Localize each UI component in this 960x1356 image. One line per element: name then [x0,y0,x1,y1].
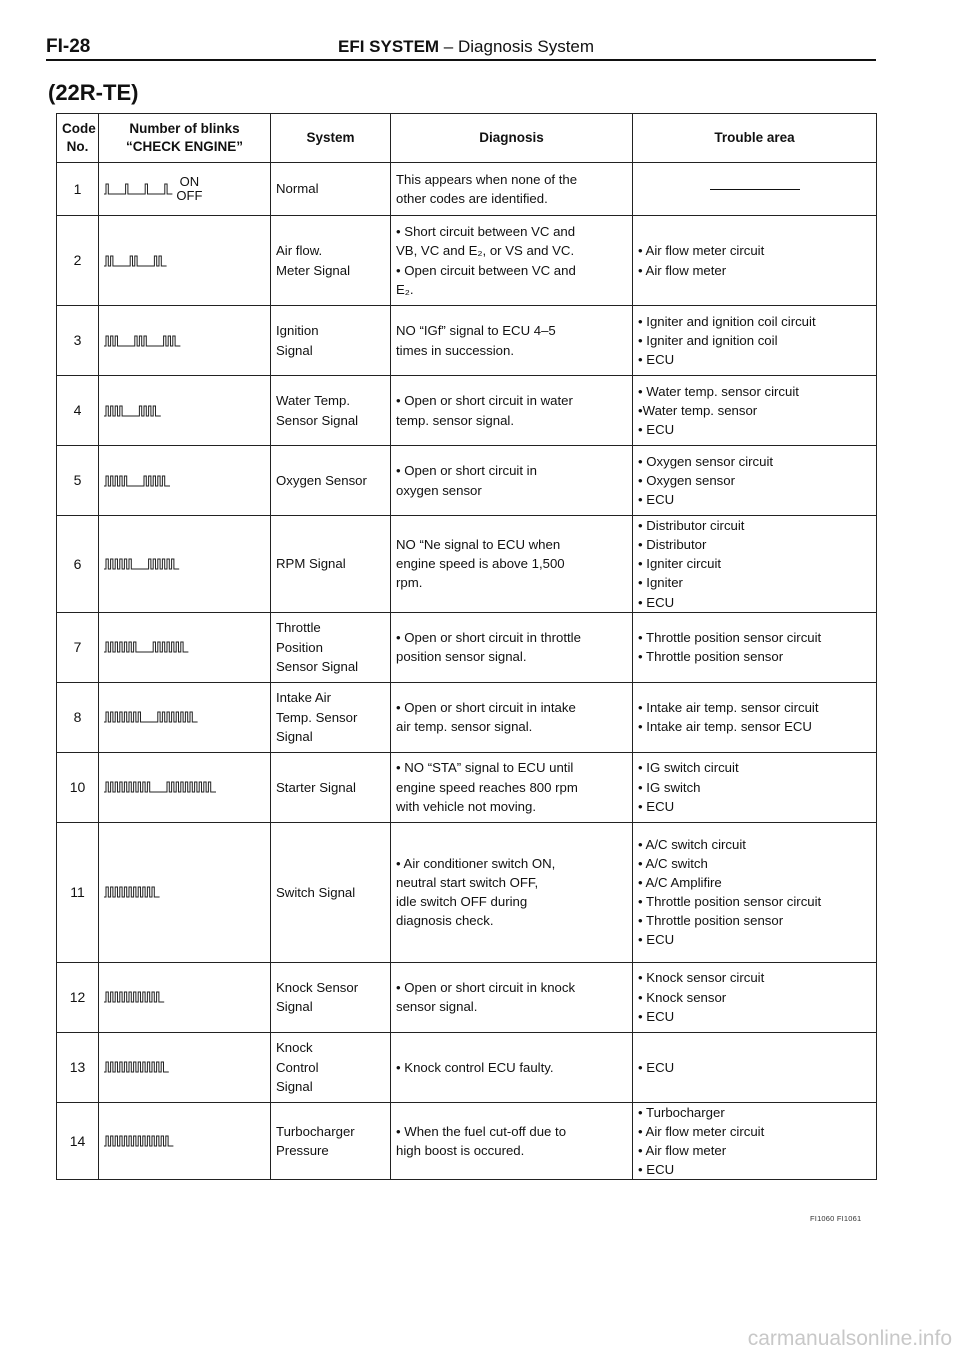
code-number: 14 [57,1102,99,1180]
blink-pattern-icon [104,1058,169,1076]
system-line: Turbocharger [276,1123,355,1139]
diagnosis-line: engine speed is above 1,500 [396,556,565,572]
blink-pattern-cell [99,1102,271,1180]
blink-pattern [104,883,265,901]
blink-pattern-icon [104,778,216,796]
trouble-area-line: • Igniter and ignition coil circuit [638,313,816,329]
trouble-area-line: • A/C switch circuit [638,836,746,852]
header-code-line-2: No. [66,139,89,154]
diagnosis-line: This appears when none of the [396,171,578,187]
code-number: 11 [57,822,99,962]
blink-pattern-icon [104,402,161,420]
diagnosis-line: E₂. [396,281,414,297]
table-row [57,1032,877,1102]
diagnosis-cell [391,216,633,306]
trouble-area-line: • Knock sensor [638,989,727,1005]
model-label: (22R-TE) [48,80,139,105]
blink-pattern-icon [104,883,160,901]
blink-pattern [104,1132,265,1150]
system-cell [271,216,391,306]
system-line: Temp. Sensor [276,709,358,725]
off-label: OFF [176,188,203,203]
diagnosis-line: • Open or short circuit in intake [396,700,576,716]
trouble-area-cell [633,822,877,962]
diagnosis-cell [391,516,633,613]
header-trouble-area: Trouble area [633,114,877,163]
blink-pattern-cell [99,752,271,822]
blink-pattern [104,1058,265,1076]
system-line: Signal [276,342,313,358]
code-number: 10 [57,752,99,822]
diagnosis-line: • Open or short circuit in water [396,393,573,409]
header-code [57,114,99,163]
trouble-area-line: • Oxygen sensor [638,472,735,488]
on-label: ON [179,174,200,190]
system-line: Starter Signal [276,779,356,795]
system-cell [271,516,391,613]
diagnosis-line: idle switch OFF during [396,894,528,910]
diagnosis-line: times in succession. [396,342,514,358]
diagnosis-cell [391,752,633,822]
trouble-area-line: • Air flow meter [638,1142,727,1158]
diagnosis-line: air temp. sensor signal. [396,719,533,735]
system-cell [271,163,391,216]
diagnosis-cell [391,306,633,376]
blink-pulse-train [104,782,216,792]
blink-pulse-train [104,476,170,486]
diagnosis-cell [391,962,633,1032]
system-cell [271,376,391,446]
trouble-area-cell [633,306,877,376]
header-diagnosis: Diagnosis [391,114,633,163]
page-title [338,37,594,57]
blink-pulse-train [104,712,198,722]
diagnosis-line: • Open or short circuit in [396,463,537,479]
diagnosis-line: • Short circuit between VC and [396,224,576,240]
trouble-area-line: • Igniter circuit [638,556,722,572]
code-number: 12 [57,962,99,1032]
system-cell [271,446,391,516]
trouble-area-cell [633,516,877,613]
table-row [57,752,877,822]
trouble-area-line: • Air flow meter [638,262,727,278]
blink-pattern-cell [99,516,271,613]
diagnosis-line: with vehicle not moving. [396,798,537,814]
blink-pulse-train [104,992,164,1002]
trouble-area-cell [633,216,877,306]
blink-pulse-train [104,406,161,416]
table-row [57,516,877,613]
system-cell [271,306,391,376]
code-number: 6 [57,516,99,613]
blink-pattern [104,555,265,573]
trouble-area-line: • ECU [638,1162,675,1178]
trouble-area-line: • Turbocharger [638,1104,725,1120]
code-number: 1 [57,163,99,216]
blink-pulse-train [104,559,179,569]
system-line: Normal [276,181,319,197]
blink-pulse-train [104,642,188,652]
system-line: RPM Signal [276,556,346,572]
diagnosis-line: VB, VC and E₂, or VS and VC. [396,243,575,259]
trouble-area-line: • Intake air temp. sensor ECU [638,719,812,735]
table-row [57,682,877,752]
diagnosis-code-table [56,113,877,1180]
blink-pattern-icon [104,252,167,270]
code-number: 2 [57,216,99,306]
blink-pattern-cell [99,216,271,306]
trouble-area-line: • ECU [638,352,675,368]
table-row [57,612,877,682]
system-line: Throttle [276,620,321,636]
trouble-area-line: • Intake air temp. sensor circuit [638,700,819,716]
blink-pattern [104,402,265,420]
blink-pattern-icon [104,555,179,573]
diagnosis-cell [391,163,633,216]
diagnosis-line: diagnosis check. [396,913,494,929]
system-line: Position [276,639,323,655]
code-number: 5 [57,446,99,516]
table-row [57,822,877,962]
blink-pattern-icon [104,472,170,490]
trouble-area-line: • Igniter and ignition coil [638,332,778,348]
trouble-area-line: • Throttle position sensor [638,913,784,929]
table-row [57,1102,877,1180]
trouble-area-line: • Distributor [638,537,707,553]
blink-pattern-cell [99,376,271,446]
code-number: 8 [57,682,99,752]
system-cell [271,1102,391,1180]
trouble-area-line: • Throttle position sensor circuit [638,894,822,910]
blink-pattern-cell [99,306,271,376]
trouble-area-line: • Throttle position sensor [638,649,784,665]
system-cell [271,822,391,962]
blink-pulse-train [104,184,172,194]
diagnosis-line: other codes are identified. [396,191,548,206]
system-line: Pressure [276,1142,329,1158]
diagnosis-line: • When the fuel cut-off due to [396,1123,567,1139]
blink-pattern-icon [104,332,180,350]
trouble-area-line: • A/C Amplifire [638,875,722,891]
trouble-area-line: • A/C switch [638,855,708,871]
trouble-area-line: • Air flow meter circuit [638,1123,765,1139]
system-cell [271,612,391,682]
trouble-area-line: • Water temp. sensor circuit [638,383,799,399]
trouble-area-line: • Oxygen sensor circuit [638,453,774,469]
blink-pattern-cell [99,682,271,752]
blink-pattern [104,988,265,1006]
system-line: Signal [276,728,313,744]
figure-reference: FI1060 FI1061 [810,1214,862,1223]
diagnosis-line: • NO “STA” signal to ECU until [396,760,574,776]
system-cell [271,682,391,752]
page-number: FI-28 [46,36,91,57]
blink-pattern-cell [99,822,271,962]
header-blinks [99,114,271,163]
diagnosis-line: NO “Ne signal to ECU when [396,537,561,553]
table-header-row [57,114,877,163]
diagnosis-cell [391,1102,633,1180]
blink-pulse-train [104,887,160,897]
diagnosis-line: • Open or short circuit in throttle [396,630,581,646]
diagnosis-line: sensor signal. [396,999,478,1015]
blink-pattern-cell [99,1032,271,1102]
blink-pattern [104,778,265,796]
diagnosis-line: position sensor signal. [396,649,527,665]
diagnosis-line: • Air conditioner switch ON, [396,855,556,871]
blink-pattern [104,472,265,490]
trouble-area-line: • IG switch [638,779,701,795]
blink-pattern-cell [99,612,271,682]
page-title-rest: – Diagnosis System [439,37,595,56]
diagnosis-line: • Open circuit between VC and [396,262,576,278]
blink-pattern [104,638,265,656]
header-rule [46,59,876,61]
diagnosis-line: high boost is occured. [396,1142,525,1158]
system-cell [271,1032,391,1102]
trouble-area-cell [633,752,877,822]
trouble-area-cell [633,1102,877,1180]
blink-pattern-icon [104,1132,173,1150]
system-line: Air flow. [276,243,323,259]
diagnosis-cell [391,376,633,446]
table-row [57,216,877,306]
trouble-area-line: • Igniter [638,575,683,591]
trouble-area-line: • ECU [638,798,675,814]
blink-pulse-train [104,336,180,346]
table-row [57,446,877,516]
diagnosis-cell [391,612,633,682]
trouble-area-line: • ECU [638,1008,675,1024]
diagnosis-line: oxygen sensor [396,482,482,498]
system-line: Signal [276,1078,313,1094]
system-line: Ignition [276,323,319,339]
trouble-area-line: •Water temp. sensor [638,402,758,418]
on-off-label [176,175,202,202]
trouble-area-cell [633,446,877,516]
trouble-area-line: • ECU [638,932,675,948]
blink-pattern [104,175,265,202]
trouble-area-line: • Throttle position sensor circuit [638,630,822,646]
trouble-area-line: • ECU [638,422,675,438]
system-line: Knock Sensor [276,980,359,996]
trouble-area-line: • ECU [638,492,675,508]
table-row [57,163,877,216]
header-blinks-line-1: Number of blinks [129,121,240,137]
table-row [57,962,877,1032]
trouble-area-cell [633,376,877,446]
blink-pattern-icon [104,180,172,198]
blink-pulse-train [104,1062,169,1072]
blink-pulse-train [104,1136,173,1146]
system-line: Meter Signal [276,262,351,278]
blink-pattern [104,252,265,270]
diagnosis-cell [391,682,633,752]
blink-pattern-icon [104,638,188,656]
system-line: Switch Signal [276,884,356,900]
diagnosis-cell [391,446,633,516]
system-line: Oxygen Sensor [276,472,367,488]
diagnosis-line: rpm. [396,575,423,591]
system-line: Intake Air [276,690,331,706]
blink-pattern-cell [99,446,271,516]
system-line: Sensor Signal [276,412,359,428]
system-cell [271,962,391,1032]
trouble-area-cell [633,962,877,1032]
diagnosis-line: temp. sensor signal. [396,412,515,428]
trouble-area-cell [633,1032,877,1102]
table-row [57,306,877,376]
blink-pattern-icon [104,708,198,726]
blink-pattern [104,332,265,350]
system-line: Water Temp. [276,393,351,409]
system-line: Signal [276,999,313,1015]
diagnosis-line: • Open or short circuit in knock [396,980,576,996]
trouble-area-cell [633,163,877,216]
code-number: 3 [57,306,99,376]
table-row [57,376,877,446]
blink-pattern-cell [99,163,271,216]
header-system: System [271,114,391,163]
trouble-area-line: • ECU [638,1059,675,1075]
system-line: Knock [276,1040,313,1056]
trouble-area-line: • Distributor circuit [638,518,745,533]
diagnosis-cell [391,822,633,962]
page-title-bold: EFI SYSTEM [338,37,440,56]
system-line: Control [276,1059,319,1075]
trouble-area-line: • Air flow meter circuit [638,243,765,259]
blink-pattern-cell [99,962,271,1032]
page-header [46,36,876,60]
diagnosis-line: neutral start switch OFF, [396,875,539,891]
watermark-text: carmanualsonline.info [747,1327,952,1350]
diagnosis-line: • Knock control ECU faulty. [396,1059,554,1075]
trouble-area-line: • IG switch circuit [638,760,739,776]
none-dash [710,189,800,190]
code-number: 4 [57,376,99,446]
code-number: 7 [57,612,99,682]
header-code-line-1: Code [62,121,96,137]
blink-pulse-train [104,256,167,266]
header-blinks-line-2: “CHECK ENGINE” [125,139,243,154]
trouble-area-cell [633,612,877,682]
diagnosis-line: NO “IGf” signal to ECU 4–5 [396,323,556,339]
diagnosis-cell [391,1032,633,1102]
blink-pattern [104,708,265,726]
trouble-area-cell [633,682,877,752]
table-body [57,163,877,1180]
system-line: Sensor Signal [276,658,359,674]
diagnosis-line: engine speed reaches 800 rpm [396,779,578,795]
code-number: 13 [57,1032,99,1102]
trouble-area-line: • Knock sensor circuit [638,970,765,986]
blink-pattern-icon [104,988,164,1006]
trouble-area-line: • ECU [638,594,675,610]
system-cell [271,752,391,822]
